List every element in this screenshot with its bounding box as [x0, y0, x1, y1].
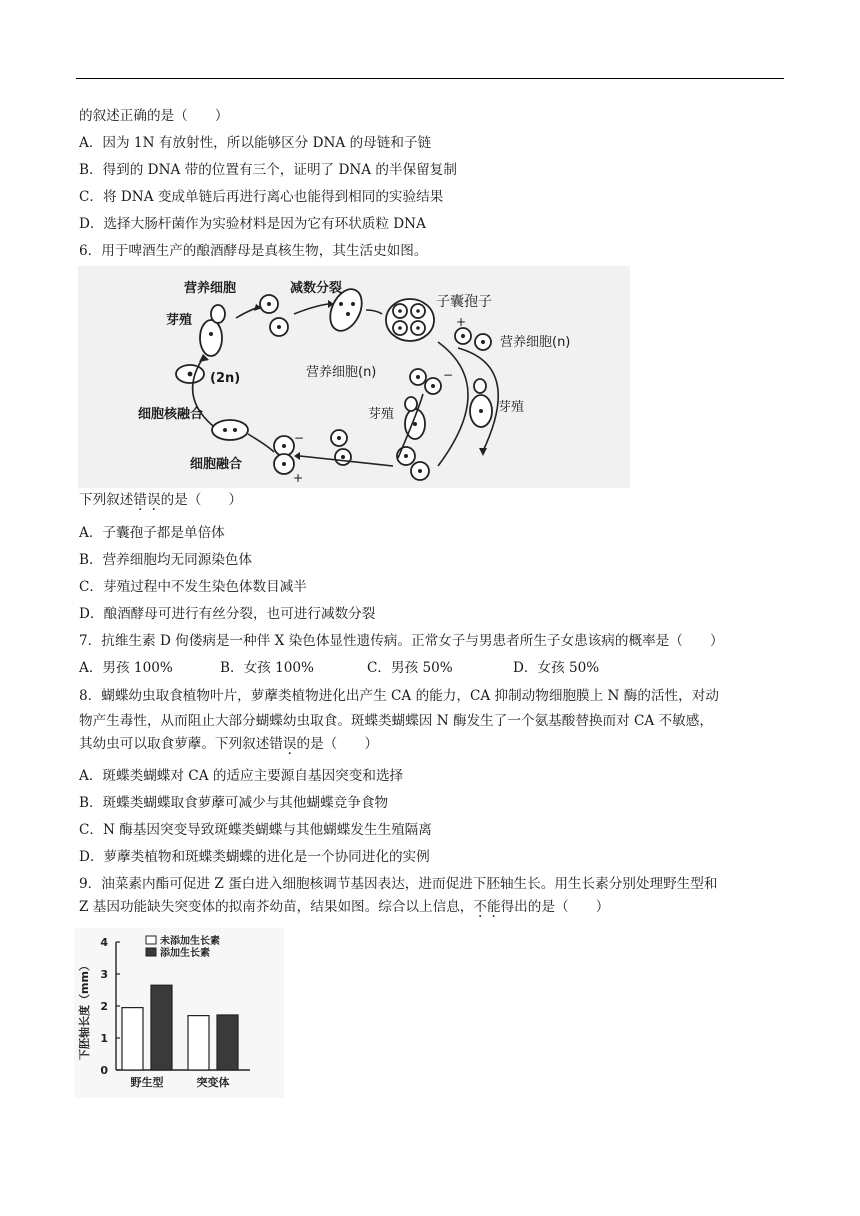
q8-stem-line2: 物产生毒性，从而阻止大部分蝴蝶幼虫取食。斑蝶类蝴蝶因 N 酶发生了一个氨基酸替换而对 CA 不敏感， [79, 713, 713, 729]
y-axis-label: 下胚轴长度（mm） [78, 960, 91, 1060]
q8-option-a: A．斑蝶类蝴蝶对 CA 的适应主要源自基因突变和选择 [79, 768, 404, 784]
x-category-label: 野生型 [130, 1076, 164, 1089]
label-budding-left: 芽殖 [166, 313, 193, 328]
q5-option-b: B．得到的 DNA 带的位置有三个，证明了 DNA 的半保留复制 [79, 162, 457, 178]
bar-no-auxin [122, 1008, 143, 1070]
q6-option-c: C．芽殖过程中不发生染色体数目减半 [79, 579, 307, 595]
q6-prompt: 下列叙述错误的是（ ） [79, 492, 243, 508]
q5-option-c: C．将 DNA 变成单链后再进行离心也能得到相同的实验结果 [79, 189, 444, 205]
q8-stem-line1: 8．蝴蝶幼虫取食植物叶片，萝藦类植物进化出产生 CA 的能力，CA 抑制动物细胞膜上 N 酶的活性，对动 [79, 688, 719, 704]
label-budding-right: 芽殖 [498, 400, 525, 415]
label-minus-fusion: − [294, 431, 305, 445]
q6-option-d: D．酿酒酵母可进行有丝分裂，也可进行减数分裂 [79, 606, 376, 622]
q7-stem: 7．抗维生素 D 佝偻病是一种伴 X 染色体显性遗传病。正常女子与男患者所生子女患该病的概率是（ ） [79, 633, 724, 649]
label-nutrient-cell: 营养细胞 [184, 281, 237, 296]
label-plus-ascospore: + [456, 315, 467, 329]
label-cell-fusion: 细胞融合 [190, 457, 243, 472]
legend-swatch [146, 936, 156, 944]
legend-label: 未添加生长素 [160, 936, 220, 947]
label-2n: (2n) [210, 371, 241, 386]
q8-option-d: D．萝藦类植物和斑蝶类蝴蝶的进化是一个协同进化的实例 [79, 849, 430, 865]
label-nucleus-fusion: 细胞核融合 [138, 407, 204, 422]
q9-stem-line2: Z 基因功能缺失突变体的拟南芥幼苗，结果如图。综合以上信息，不能得出的是（ ） [79, 899, 610, 915]
yeast-life-cycle-diagram [78, 266, 630, 488]
bar-auxin [217, 1015, 238, 1070]
q5-option-d: D．选择大肠杆菌作为实验材料是因为它有环状质粒 DNA [79, 216, 426, 232]
q7-option-c: C．男孩 50% [367, 660, 453, 676]
q7-option-d: D．女孩 50% [513, 660, 600, 676]
q6-option-b: B．营养细胞均无同源染色体 [79, 552, 253, 568]
q5-stem-continuation: 的叙述正确的是（ ） [79, 108, 229, 124]
q6-option-a: A．子囊孢子都是单倍体 [79, 525, 225, 541]
q7-options [79, 659, 779, 677]
q8-stem-line3: 其幼虫可以取食萝藦。下列叙述错误的是（ ） [79, 736, 379, 752]
q9-stem-line1: 9．油菜素内酯可促进 Z 蛋白进入细胞核调节基因表达，进而促进下胚轴生长。用生长素分别处理野生型和 [79, 876, 718, 892]
q6-stem: 6．用于啤酒生产的酿酒酵母是真核生物，其生活史如图。 [79, 243, 428, 259]
label-meiosis: 减数分裂 [290, 281, 343, 296]
label-minus-mid: − [443, 368, 454, 382]
q8-option-c: C．N 酶基因突变导致斑蝶类蝴蝶与其他蝴蝶发生生殖隔离 [79, 822, 432, 838]
hypocotyl-bar-chart [74, 928, 284, 1098]
label-plus-fusion: + [293, 471, 304, 485]
label-nutrient-cell-n-right: 营养细胞(n) [500, 335, 571, 350]
y-tick-label: 4 [100, 936, 108, 949]
header-rule [76, 78, 784, 79]
q7-option-b: B．女孩 100% [220, 660, 314, 676]
label-budding-mid: 芽殖 [368, 407, 395, 422]
legend-label: 添加生长素 [160, 948, 210, 959]
y-tick-label: 0 [100, 1064, 108, 1077]
q5-option-a: A．因为 1N 有放射性，所以能够区分 DNA 的母链和子链 [79, 135, 432, 151]
legend-swatch [146, 948, 156, 956]
bar-no-auxin [188, 1016, 209, 1070]
y-tick-label: 2 [100, 1000, 108, 1013]
x-category-label: 突变体 [196, 1076, 230, 1089]
label-nutrient-cell-n-mid: 营养细胞(n) [306, 365, 377, 380]
label-ascospore: 子囊孢子 [436, 294, 492, 310]
bar-auxin [151, 985, 172, 1070]
y-tick-label: 1 [100, 1032, 108, 1045]
q7-option-a: A．男孩 100% [79, 660, 173, 676]
q8-option-b: B．斑蝶类蝴蝶取食萝藦可减少与其他蝴蝶竞争食物 [79, 795, 389, 811]
y-tick-label: 3 [100, 968, 108, 981]
